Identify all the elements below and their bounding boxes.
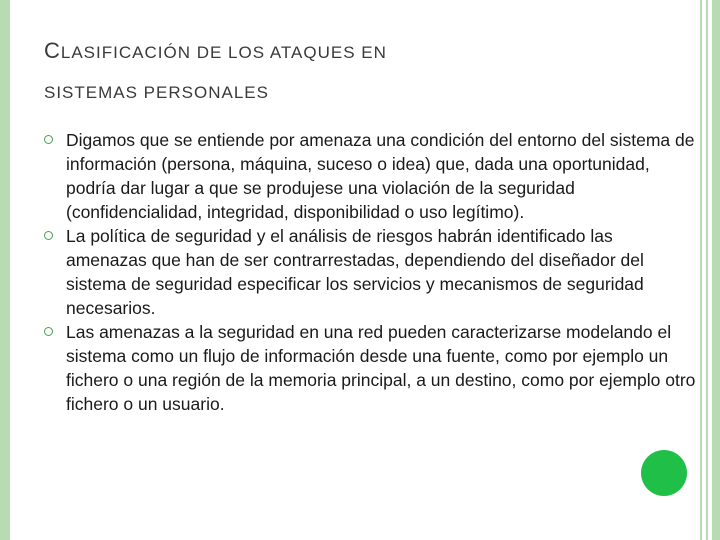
slide-title — [44, 40, 664, 101]
slide-title-line-2: SISTEMAS PERSONALES — [44, 83, 269, 102]
bullet-item — [44, 224, 696, 320]
bullet-text: Digamos que se entiende por amenaza una condición del entorno del sistema de información (persona, máquina, suceso o idea) que, dada una oportunidad, podría dar lugar a que se produjese una violación de la seguridad (confidencialidad, integridad, disponibilidad o uso legítimo). — [66, 130, 695, 222]
title-initial-cap: C — [44, 38, 61, 63]
right-frame-line-inner — [706, 0, 708, 540]
bullet-text: La política de seguridad y el análisis de riesgos habrán identificado las amenazas que han de ser contrarrestadas, dependiendo del diseñador del sistema de seguridad especificar los servicios y mecanismos de seguridad necesarios. — [66, 226, 644, 318]
right-frame-strip — [712, 0, 720, 540]
bullet-text: Las amenazas a la seguridad en una red pueden caracterizarse modelando el sistema como un flujo de información desde una fuente, como por ejemplo un fichero o una región de la memoria principal, a un destino, como por ejemplo otro fichero o un usuario. — [66, 322, 696, 414]
right-frame-line-outer — [700, 0, 702, 540]
left-frame-bar — [0, 0, 10, 540]
bullet-item — [44, 320, 696, 416]
bullet-circle-icon — [44, 327, 53, 336]
bullet-circle-icon — [44, 135, 53, 144]
bullet-circle-icon — [44, 231, 53, 240]
bullet-item — [44, 128, 696, 224]
green-circle-decoration — [641, 450, 687, 496]
title-line-1-text: LASIFICACIÓN DE LOS ATAQUES EN — [60, 43, 387, 62]
slide-title-line-1 — [44, 40, 664, 62]
bullet-list — [44, 128, 696, 416]
